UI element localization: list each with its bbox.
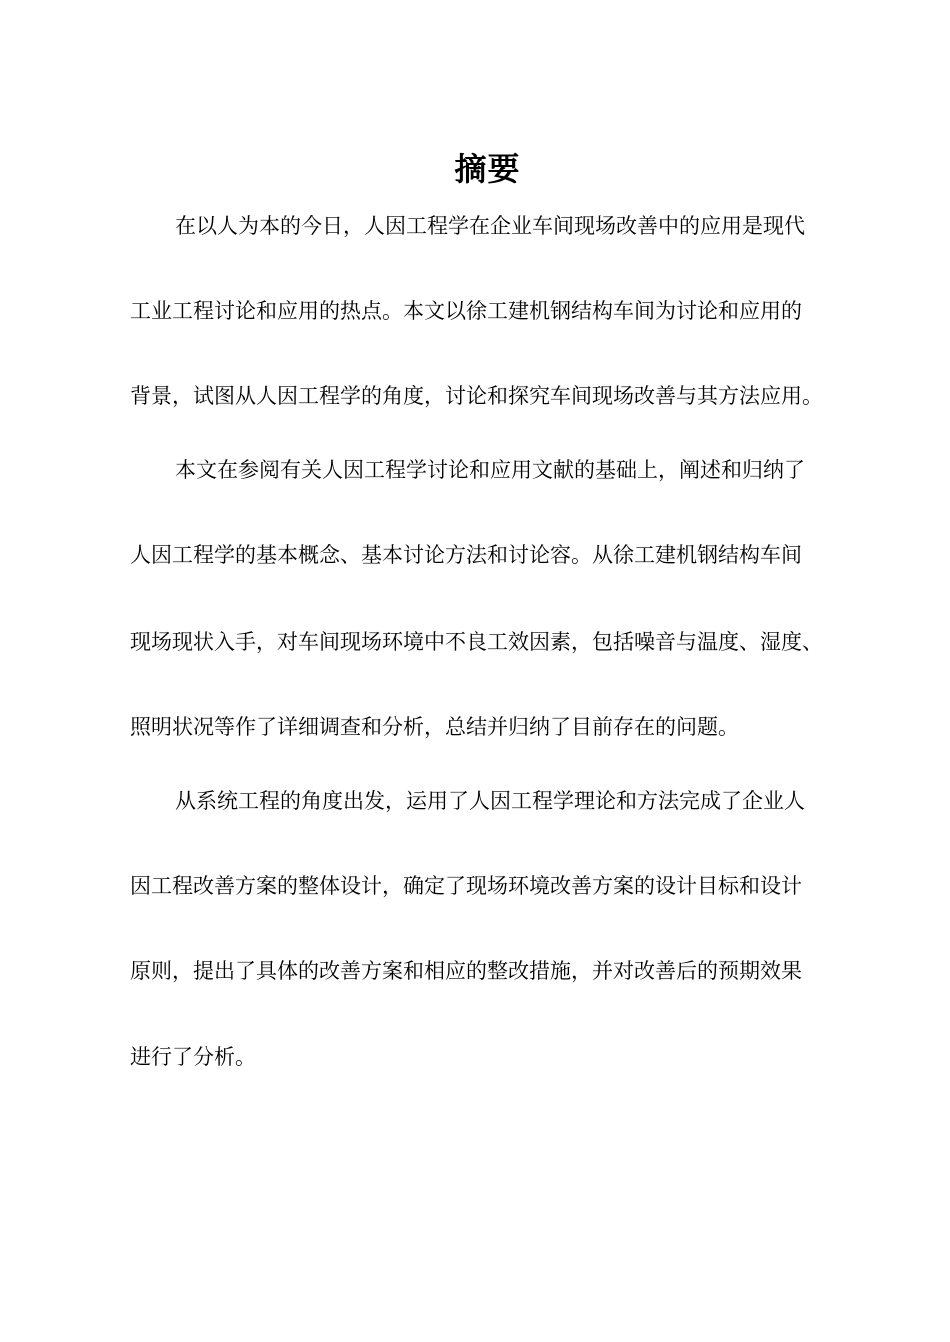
- paragraph-2-line-4: 照明状况等作了详细调查和分析，总结并归纳了目前存在的问题。: [130, 715, 739, 739]
- paragraph-2-line-1: 本文在参阅有关人因工程学讨论和应用文献的基础上，阐述和归纳了: [175, 458, 805, 482]
- paragraph-1-line-1: 在以人为本的今日，人因工程学在企业车间现场改善中的应用是现代: [175, 214, 805, 238]
- page-title: 摘要: [454, 150, 521, 188]
- paragraph-3-line-4: 进行了分析。: [130, 1045, 256, 1069]
- paragraph-3-line-1: 从系统工程的角度出发，运用了人因工程学理论和方法完成了企业人: [175, 789, 805, 813]
- paragraph-3-line-2: 因工程改善方案的整体设计，确定了现场环境改善方案的设计目标和设计: [130, 874, 802, 898]
- paragraph-1-line-3: 背景，试图从人因工程学的角度，讨论和探究车间现场改善与其方法应用。: [130, 384, 823, 408]
- paragraph-3-line-3: 原则，提出了具体的改善方案和相应的整改措施，并对改善后的预期效果: [130, 959, 802, 983]
- paragraph-2-line-2: 人因工程学的基本概念、基本讨论方法和讨论容。从徐工建机钢结构车间: [130, 543, 802, 567]
- paragraph-2-line-3: 现场现状入手，对车间现场环境中不良工效因素，包括噪音与温度、湿度、: [130, 630, 823, 654]
- paragraph-1-line-2: 工业工程讨论和应用的热点。本文以徐工建机钢结构车间为讨论和应用的: [130, 299, 802, 323]
